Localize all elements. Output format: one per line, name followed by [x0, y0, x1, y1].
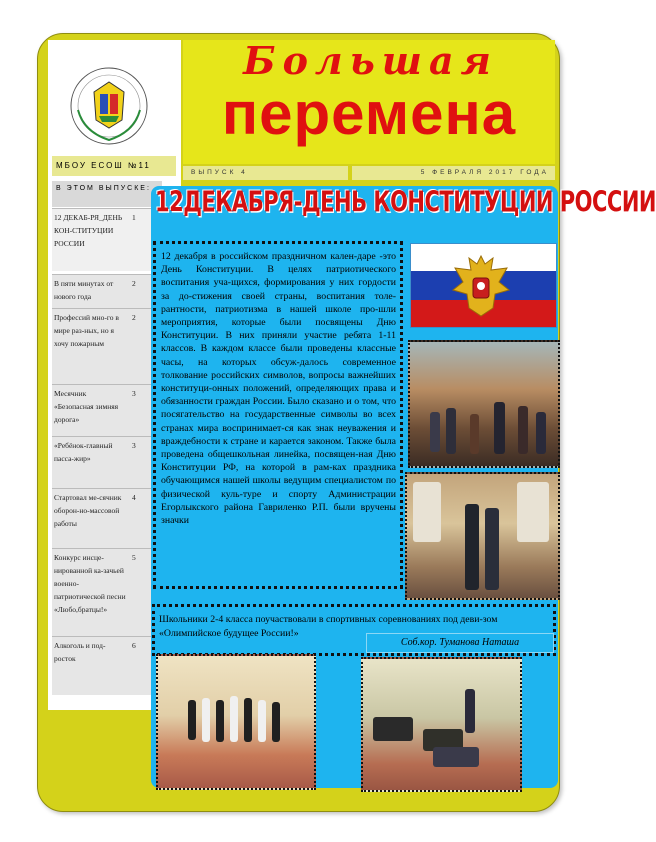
toc-item-title: Месячник «Безопасная зимняя дорога» — [54, 389, 119, 424]
toc-item-page: 2 — [132, 313, 136, 322]
toc-item-page: 6 — [132, 641, 136, 650]
toc-item-title: 12 ДЕКАБ-РЯ_ДЕНЬ КОН-СТИТУЦИИ РОССИИ — [54, 213, 123, 248]
toc-item[interactable] — [52, 488, 158, 549]
toc-item[interactable] — [52, 274, 158, 309]
sports-competition-photo-1 — [156, 654, 316, 790]
sports-competition-photo-2 — [361, 657, 522, 792]
toc-item[interactable] — [52, 548, 158, 637]
school-emblem — [64, 62, 154, 150]
correspondent-credit: Соб.кор. Туманова Наташа — [366, 633, 554, 653]
toc-item-title: Конкурс инсце-нированной ка-зачьей военно-патриотической песни «Любо,братцы!» — [54, 553, 126, 614]
toc-item-page: 3 — [132, 441, 136, 450]
toc-heading: В ЭТОМ ВЫПУСКЕ: — [52, 181, 162, 207]
toc-item-page: 5 — [132, 553, 136, 562]
award-ceremony-photo — [405, 472, 560, 600]
toc-item[interactable] — [52, 208, 158, 271]
coat-of-arms-icon — [449, 250, 513, 322]
russian-flag-image — [410, 243, 557, 328]
sports-note: Школьники 2-4 класса поучаствовали в спортивных соревнованиях под деви-зом «Олимпийское будущее России!» — [152, 604, 556, 656]
toc-item[interactable] — [52, 308, 158, 385]
toc-item-page: 2 — [132, 279, 136, 288]
toc-item-page: 4 — [132, 493, 136, 502]
toc-item[interactable] — [52, 384, 158, 437]
toc-item-page: 1 — [132, 213, 136, 222]
toc-item-title: Алкоголь и под-росток — [54, 641, 106, 663]
toc-item-title: Профессий мно-го в мире раз-ных, но я хочу пожарным — [54, 313, 119, 348]
article-body: 12 декабря в российском праздничном кален-даре -это День Конституции. В целях патриотического воспитания уча-щихся, формирования у них гордости за до-стижения своей страны, воспитания толе-рантности, патриотизма в нашей школе про-шли мероприятия, которые были посвящены Дню Конституции. В них приняли участие ребята 1-11 классов. В каждом классе были проведены классные часы, на которых обсуж-далось современное толкование российских символов, вопросы важнейших конституци-онных положений, определяющих права и обязанности граждан России. Было сказано и о том, что посягательство на государственные символы во всех странах мира воспринимает-ся как знак неуважения и враждебности к стране и карается законом. Также была проведена общешкольная линейка, посвящен-ная Дню Конституции РФ, на которой в рам-ках праздника обучающимся нашей школы ведущим специалистом по физической куль-туре и спорту Администрации Егорлыкского района Гавриленко Р.П. были вручены значки — [153, 241, 403, 589]
newspaper-title-line2: перемена — [221, 80, 517, 147]
article-headline: 12ДЕКАБРЯ-ДЕНЬ КОНСТИТУЦИИ РОССИИ — [155, 186, 656, 219]
toc-item[interactable] — [52, 636, 158, 695]
issue-number: ВЫПУСК 4 — [183, 166, 348, 180]
toc-item-page: 3 — [132, 389, 136, 398]
toc-item-title: «Ребёнок-главный пасса-жир» — [54, 441, 113, 463]
newspaper-title-line1: Большая — [243, 38, 498, 83]
class-hour-photo — [408, 340, 560, 468]
toc-item-title: Стартовал ме-сячник оборон-но-массовой работы — [54, 493, 122, 528]
toc-item-title: В пяти минутах от нового года — [54, 279, 114, 301]
issue-date: 5 ФЕВРАЛЯ 2017 ГОДА — [352, 166, 555, 180]
toc-item[interactable] — [52, 436, 158, 489]
school-name: МБОУ ЕСОШ №11 — [52, 156, 176, 176]
